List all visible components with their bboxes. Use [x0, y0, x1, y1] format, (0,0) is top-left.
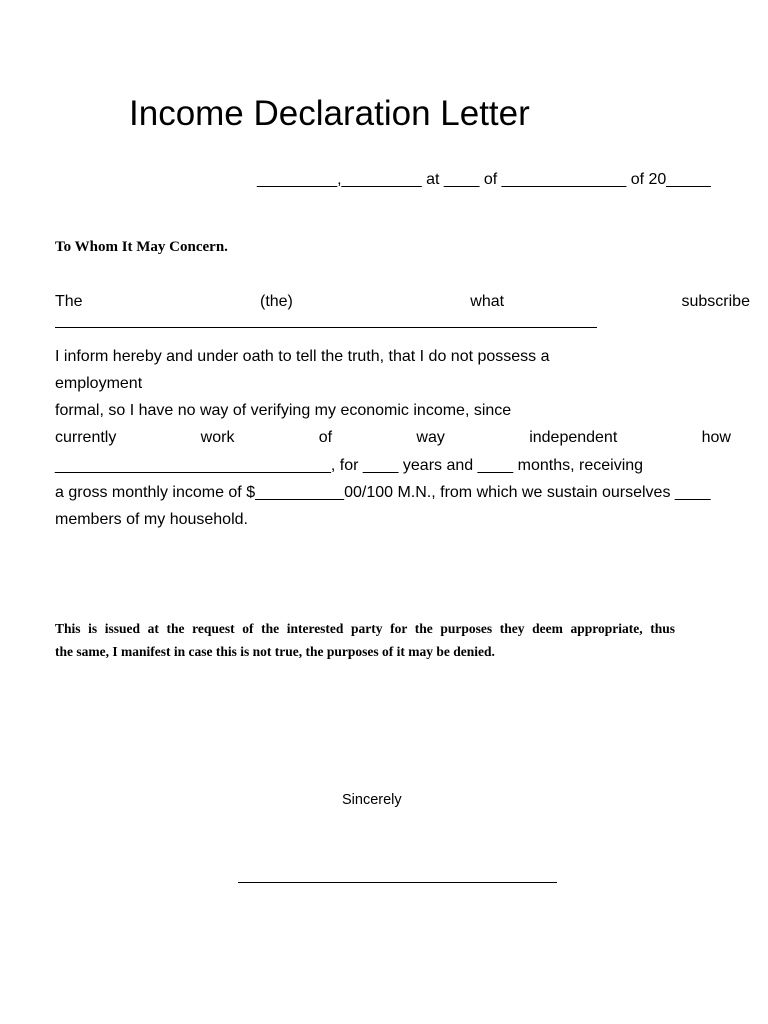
body-line: I inform hereby and under oath to tell the truth, that I do not possess a [55, 348, 550, 365]
closing-paragraph [55, 617, 675, 663]
work-duration-line: _______________________________, for ____ years and ____ months, receiving [55, 457, 644, 474]
subscriber-word: what [470, 293, 505, 310]
signature-line [238, 882, 557, 883]
subscriber-name-blank [55, 327, 597, 328]
currently-word: of [318, 429, 333, 446]
currently-line [55, 428, 731, 448]
income-line: a gross monthly income of $__________00/100 M.N., from which we sustain ourselves ____ [55, 484, 711, 501]
closing-line: the same, I manifest in case this is not true, the purposes of it may be denied. [55, 644, 495, 659]
body-line: employment [55, 375, 143, 392]
currently-word: independent [529, 429, 618, 446]
closing-line: This is issued at the request of the interested party for the purposes they deem appropriate, thus [55, 621, 675, 636]
currently-word: way [416, 429, 445, 446]
subscriber-word: (the) [259, 293, 293, 310]
currently-word: currently [55, 429, 117, 446]
salutation: To Whom It May Concern. [55, 239, 228, 255]
body-line: formal, so I have no way of verifying my economic income, since [55, 402, 512, 419]
currently-word: how [701, 429, 731, 446]
household-line: members of my household. [55, 511, 248, 528]
date-line: _________,_________ at ____ of ______________ of 20_____ [257, 171, 711, 188]
subscriber-word: The [55, 293, 83, 310]
subscriber-line [55, 292, 750, 312]
document-title: Income Declaration Letter [129, 94, 530, 133]
currently-word: work [200, 429, 235, 446]
subscriber-word: subscribe [681, 293, 750, 310]
sign-off: Sincerely [342, 792, 402, 808]
